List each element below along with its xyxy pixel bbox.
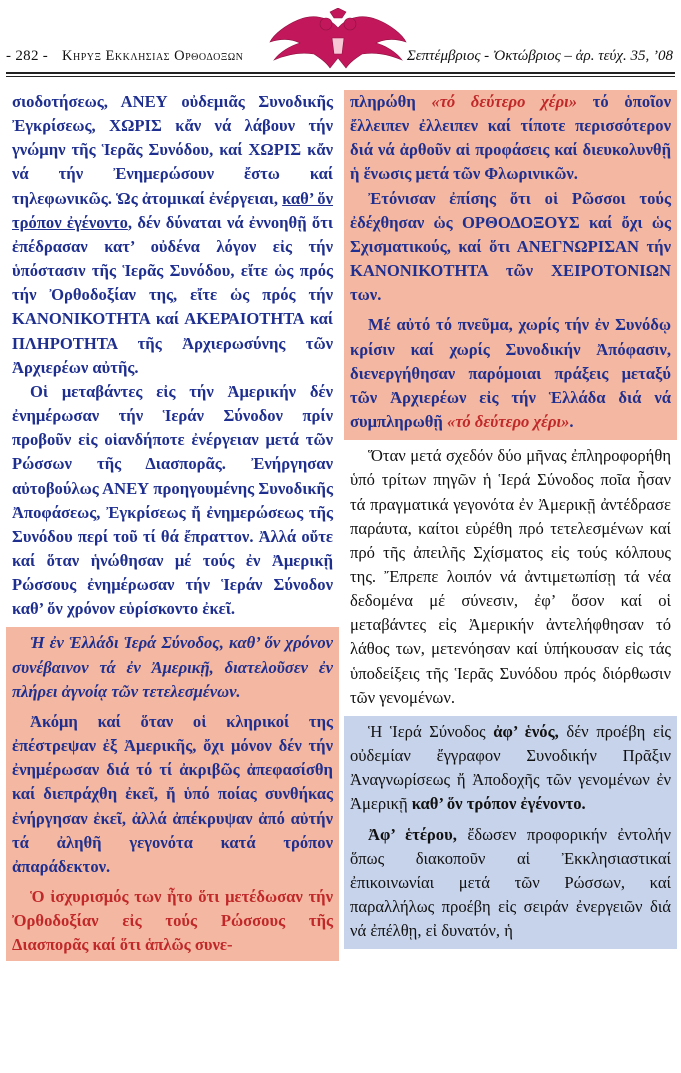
left-paragraph-4: Ἀκόμη καί ὅταν οἱ κληρικοί της ἐπέστρεψαν ἐξ Ἀμερικῆς, ὄχι μόνον δέν τήν ἐνημέρωσαν διά τό τί ἀκριβῶς ἀπεφασίσθη καί διεπράχθη ἐκεῖ, ἤ ὑπό ποίας συνθήκας ἐνήργησαν ἐκεῖ, ἀλλά ἀπέκρυψαν ἀπό αὐτήν τά ἀληθῆ γεγονότα κατά τρόπον ἀπαράδεκτον. (12, 711, 333, 876)
right-paragraph-2: Ἐτόνισαν ἐπίσης ὅτι οἱ Ρῶσσοι τούς ἐδέχθησαν ὡς ΟΡΘΟΔΟΞΟΥΣ καί ὄχι ὡς Σχισματικούς, καί ὅτι ΑΝΕΓΝΩΡΙΣΑΝ τήν ΚΑΝΟΝΙΚΟΤΗΤΑ τῶν ΧΕΙΡΟΤΟΝΙΩΝ των. (350, 188, 671, 305)
text: τό ὁποῖον ἔλλειπεν ἐλλειπεν καί τίποτε περισσότερον διά νά ἀρθοῦν αἱ προφάσεις καί διευκολυνθῇ ἡ ἕνωσις μετά τῶν Φλωρινικῶν. (350, 92, 671, 184)
left-paragraph-1 (6, 90, 339, 621)
right-paragraph-3 (350, 313, 671, 434)
right-paragraph-4: Ὅταν μετά σχεδόν δύο μῆνας ἐπληροφορήθη ὑπό τρίτων πηγῶν ἡ Ἱερά Σύνοδος ποῖα ἦσαν τά πραγματικά γεγονότα ἐν Ἀμερικῇ ἀντέδρασε παράυτα, καίτοι εὑρέθη πρό τετελεσμένων καί πρό τῆς ἀπειλῆς Σχίσματος εἰς τούς κόλπους της. Ἔπρεπε λοιπόν νά ἀντιμετωπίσῃ τά νέα δεδομένα μέ σύνεσιν, ἐφ’ ὅσον καί οἱ μεταβάντες εἰς Ἀμερικήν ἀντελήφθησαν τό λάθος των, μετενόησαν καί ὑπήκουσαν εἰς τάς ὑποδείξεις τῆς Ἱερᾶς Συνόδου πρός διόρθωσιν τῶν γενομένων. (350, 446, 671, 707)
underlined-text: καθ’ ὅν τρόπον ἐγένοντο (12, 188, 334, 232)
text: σιοδοτήσεως, ΑΝΕΥ οὐδεμιᾶς Συνοδικῆς Ἐγκρίσεως, ΧΩΡΙΣ κἄν νά λάβουν τήν γνώμην τῆς Ἱερᾶς Συνόδου, καί ΧΩΡΙΣ κἄν νά τήν Ἐνημερώσουν ἔστω καί τηλεφωνικῶς. Ὡς ἀτομικαί ἐνέργειαι, (12, 92, 333, 208)
text: Μέ αὐτό τό πνεῦμα, χωρίς τήν ἐν Συνόδῳ κρίσιν καί χωρίς Συνοδικήν Ἀπόφασιν, διενεργήθησαν παρόμοιαι πράξεις μεταξύ τῶν Ἀρχιερέων εἰς τήν Ἑλλάδα διά νά συμπληρωθῇ (350, 315, 671, 432)
page-number: - 282 - (6, 48, 49, 64)
bold-text: ἀφ’ ἑνός, (493, 721, 559, 741)
quote-text: «τό δεύτερο χέρι» (431, 92, 578, 111)
right-paragraph-5 (350, 720, 671, 817)
quote-text: «τό δεύτερο χέρι» (446, 412, 570, 432)
text: ἔδωσεν προφορικήν ἐντολήν ὅπως διακοποῦν αἱ Ἐκκλησιαστικαί ἐπικοινωνίαι μετά τῶν Ρώσσων, καί παραλλήλως προέβη εἰς σειράν ἐνεργειῶν διά νά ἐπέλθῃ, εἰ δυνατόν, ἡ (350, 824, 671, 941)
masthead-title: Κηρυξ Εκκλησιας Ορθοδοξων (62, 48, 244, 64)
bold-text: καθ’ ὅν τρόπον ἐγένοντο. (411, 794, 586, 814)
left-highlight-box (6, 627, 339, 961)
text: δέν προέβη εἰς οὐδεμίαν ἔγγραφον Συνοδικήν Πρᾶξιν Ἀναγνωρίσεως ἤ Ἀποδοχῆς τῶν γενομένων ἐν Ἀμερικῇ (350, 721, 671, 814)
left-paragraph-3: Ἡ ἐν Ἑλλάδι Ἱερά Σύνοδος, καθ’ ὅν χρόνον συνέβαινον τά ἐν Ἀμερικῇ, διατελοῦσεν ἐν πλήρει ἀγνοίᾳ τῶν τετελεσμένων. (12, 633, 333, 701)
left-column (6, 90, 339, 1073)
left-paragraph-2: Οἱ μεταβάντες εἰς τήν Ἀμερικήν δέν ἐνημέρωσαν τήν Ἱεράν Σύνοδον πρίν προβοῦν εἰς οἱανδήποτε ἐνέργειαν μετά τῶν Ρώσσων τῆς Διασπορᾶς. Ἐνήργησαν αὐτοβούλως ΑΝΕΥ προηγουμένης Συνοδικῆς Ἀποφάσεως, Ἐγκρίσεως ἤ ἐνημερώσεως τῆς Συνόδου περί τοῦ τί θά ἔπραττον. Ἀλλά οὔτε καί ὅταν ἡνώθησαν μέ τούς ἐν Ἀμερικῇ Ρώσσους ἐνημέρωσαν τήν Ἱεράν Σύνοδον καθ’ ὅν χρόνον εὑρίσκοντο ἐκεῖ. (12, 381, 333, 619)
right-column (344, 90, 677, 1073)
text: πληρώθη (350, 92, 432, 111)
right-plain-block (344, 440, 677, 710)
double-headed-eagle-emblem (268, 8, 408, 74)
right-blue-box (344, 716, 677, 949)
text: . (569, 412, 574, 432)
header-rule (6, 72, 675, 74)
right-paragraph-1 (350, 90, 671, 187)
header-rule-thin (6, 76, 675, 77)
issue-info: Σεπτέμβριος - Ὀκτώβριος – ἀρ. τεύχ. 35, ’08 (406, 48, 673, 64)
left-paragraph-5: Ὁ ἰσχυρισμός των ἦτο ὅτι μετέδωσαν τήν Ὀρθοδοξίαν εἰς τούς Ρώσσους τῆς Διασπορᾶς καί ὅτι ἁπλῶς συνε- (12, 887, 333, 955)
text: , δέν δύναται νά ἐννοηθῇ ὅτι ἐπέδρασαν κατ’ οὐδένα λόγον εἰς τήν ὑπόστασιν τῆς Ἱερᾶς Συνόδου, εἴτε ὡς πρός τήν Ὀρθοδοξίαν της, εἴτε ὡς πρός τήν ΚΑΝΟΝΙΚΟΤΗΤΑ καί ΑΚΕΡΑΙΟΤΗΤΑ καί ΠΛΗΡΟΤΗΤΑ τῆς Ἀρχιερωσύνης τῶν Ἀρχιερέων αὐτῆς. (12, 212, 333, 377)
right-paragraph-6 (350, 823, 671, 944)
right-highlight-box (344, 90, 677, 440)
text: Ἡ Ἱερά Σύνοδος (368, 721, 494, 741)
page-header (0, 0, 681, 88)
bold-text: Ἀφ’ ἑτέρου, (368, 824, 457, 844)
